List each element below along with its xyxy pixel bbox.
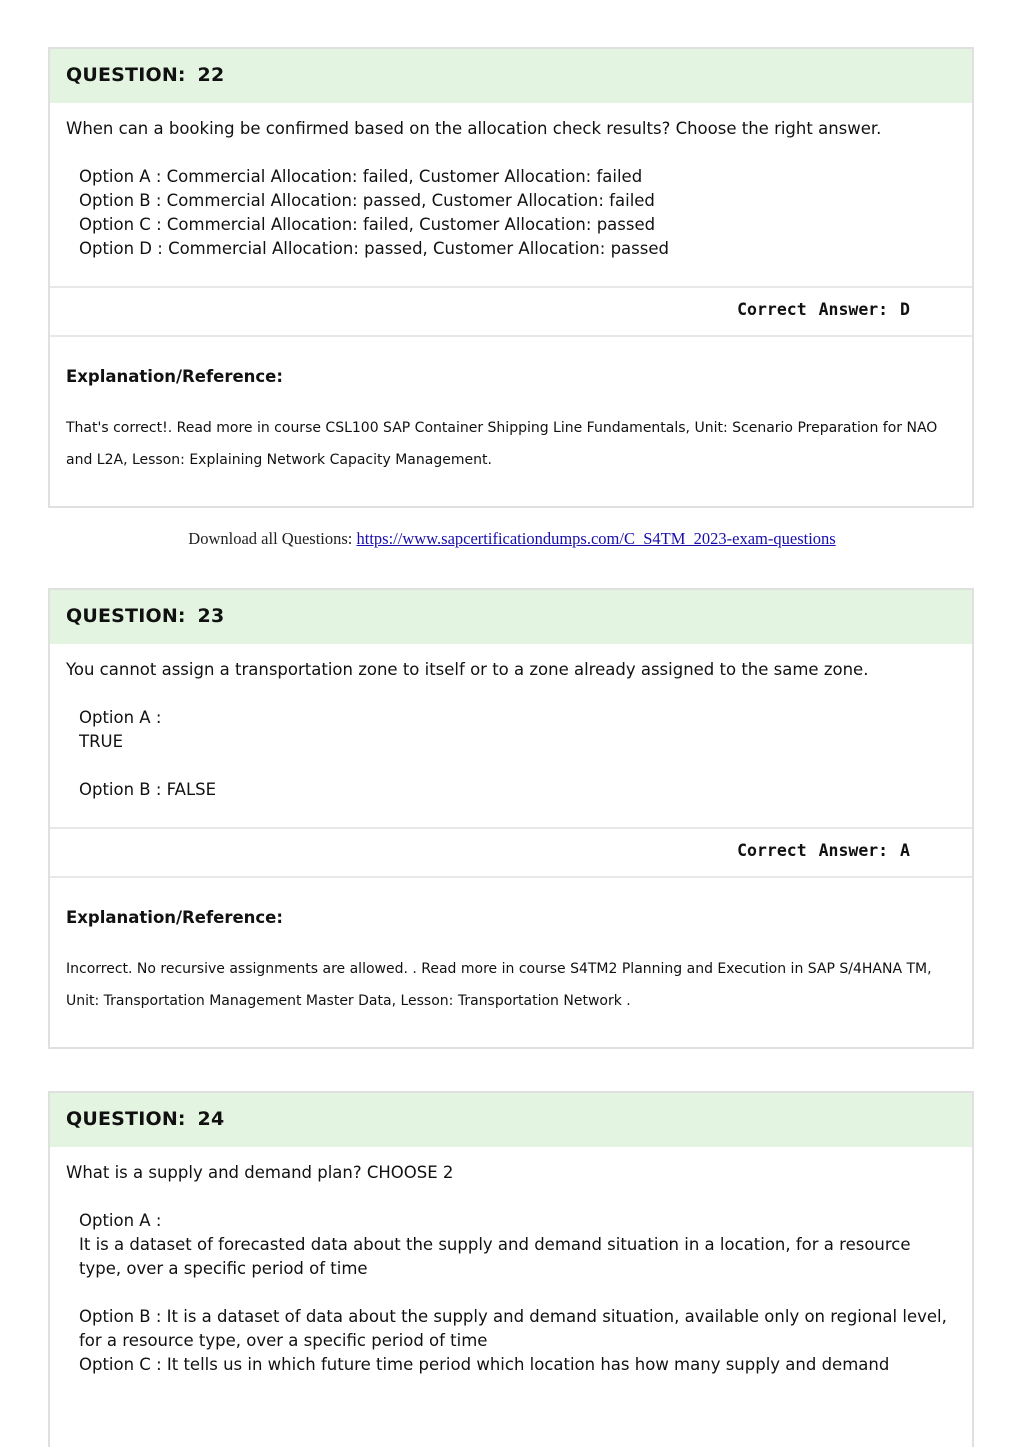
options-list [66, 165, 956, 261]
question-header: QUESTION: 24 [50, 1093, 972, 1147]
option-a: Option A : Commercial Allocation: failed, Customer Allocation: failed [79, 167, 643, 186]
option-d: Option D : Commercial Allocation: passed, Customer Allocation: passed [79, 239, 669, 258]
options-list [66, 706, 956, 802]
option-b: Option B : Commercial Allocation: passed, Customer Allocation: failed [79, 191, 655, 210]
option-a: Option A : It is a dataset of forecasted data about the supply and demand situation in a location, for a resource type, over a specific period of time [79, 1211, 911, 1278]
question-card-24 [48, 1091, 974, 1447]
options-list [66, 1209, 956, 1377]
explanation-text: That's correct!. Read more in course CSL100 SAP Container Shipping Line Fundamentals, Unit: Scenario Preparation for NAO and L2A, Lesson: Explaining Network Capacity Management. [66, 420, 938, 468]
question-body [50, 103, 972, 286]
question-text: When can a booking be confirmed based on the allocation check results? Choose the right answer. [66, 119, 882, 138]
correct-answer: Correct Answer: D [50, 286, 972, 337]
download-label: Download all Questions: [188, 529, 357, 548]
question-header: QUESTION: 23 [50, 590, 972, 644]
option-a: Option A : TRUE [79, 708, 162, 751]
option-b: Option B : FALSE [79, 780, 217, 799]
option-c: Option C : It tells us in which future time period which location has how many supply and demand [79, 1355, 890, 1374]
question-body [50, 1147, 972, 1402]
explanation-title: Explanation/Reference: [66, 908, 283, 927]
explanation-text: Incorrect. No recursive assignments are allowed. . Read more in course S4TM2 Planning and Execution in SAP S/4HANA TM, Unit: Transportation Management Master Data, Lesson: Transportation Network . [66, 961, 932, 1009]
download-line [0, 529, 1024, 549]
download-link[interactable]: https://www.sapcertificationdumps.com/C_S4TM_2023-exam-questions [356, 529, 836, 548]
question-card-23 [48, 588, 974, 1049]
correct-answer: Correct Answer: A [50, 827, 972, 878]
question-text: You cannot assign a transportation zone to itself or to a zone already assigned to the same zone. [66, 660, 869, 679]
question-header: QUESTION: 22 [50, 49, 972, 103]
question-card-22 [48, 47, 974, 508]
explanation-title: Explanation/Reference: [66, 367, 283, 386]
question-text: What is a supply and demand plan? CHOOSE 2 [66, 1163, 454, 1182]
option-c: Option C : Commercial Allocation: failed, Customer Allocation: passed [79, 215, 656, 234]
option-b: Option B : It is a dataset of data about the supply and demand situation, available only on regional level, for a resource type, over a specific period of time [79, 1307, 947, 1350]
explanation-section [50, 337, 972, 506]
explanation-section [50, 878, 972, 1047]
question-body [50, 644, 972, 827]
